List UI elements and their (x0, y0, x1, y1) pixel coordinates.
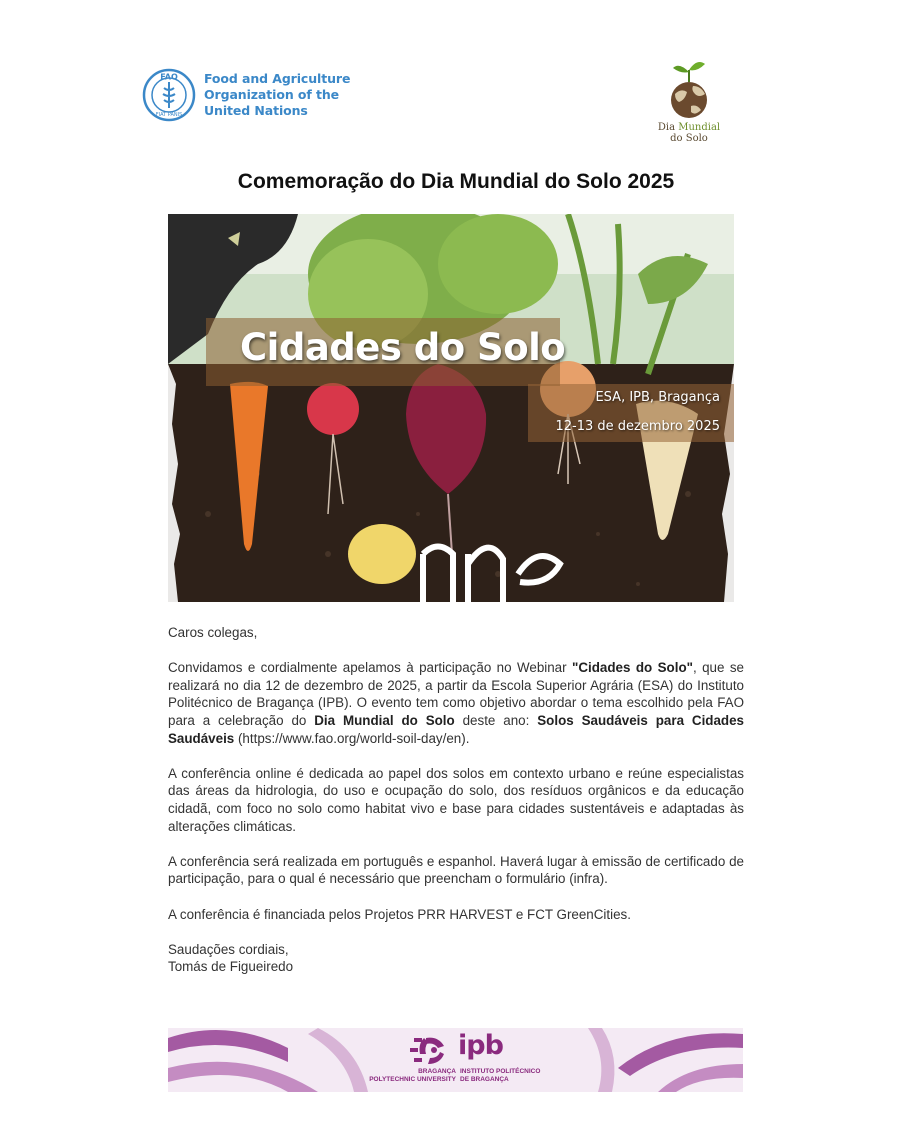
fao-emblem-motto: FIAT PANIS (155, 112, 183, 118)
ipb-portuguese-name (460, 1068, 540, 1083)
fao-name (204, 71, 350, 119)
p1-text-a: Convidamos e cordialmente apelamos à participação no Webinar (168, 660, 572, 676)
p1-text-c: , que se realizará no dia 12 de dezembro de 2025, a partir da Escola Superior Agrária (ESA) do Instituto Politécnico de Bragança (IPB). O evento tem como objetivo abordar o tema escolhido pela FAO para a celebração do (168, 660, 744, 728)
paragraph-conference: A conferência online é dedicada ao papel dos solos em contexto urbano e reúne especialistas das áreas da hidrologia, do uso e ocupação do solo, dos resíduos orgânicos e da educação cidadã, com foco no solo como habitat vivo e base para cidades sustentáveis e adaptadas às alterações climáticas. (168, 765, 744, 834)
ipb-pt-line1: INSTITUTO POLITÉCNICO (460, 1068, 541, 1075)
greeting: Caros colegas, (168, 625, 258, 640)
ipb-wordmark: ipb (458, 1030, 503, 1061)
dms-line1-b: Mundial (678, 122, 721, 133)
banner-location: ESA, IPB, Bragança (595, 390, 720, 405)
dms-line2: do Solo (670, 133, 708, 144)
p1-text-e: deste ano: (454, 712, 538, 728)
ipb-pt-line2: DE BRAGANÇA (460, 1075, 509, 1083)
event-banner (168, 214, 734, 602)
world-soil-day: Dia Mundial do Solo (314, 712, 455, 728)
dms-line1-a: Dia (657, 122, 679, 133)
theme-name: Solos Saudáveis para Cidades Saudáveis (168, 712, 745, 746)
page-title: Comemoração do Dia Mundial do Solo 2025 (237, 170, 675, 193)
ipb-emblem-icon (374, 1034, 456, 1068)
signature-block (168, 941, 744, 976)
ipb-english-name (368, 1068, 456, 1083)
signature: Tomás de Figueiredo (168, 959, 294, 975)
ipb-footer-banner (168, 1028, 743, 1092)
paragraph-invitation (168, 659, 744, 747)
banner-date: 12-13 de dezembro 2025 (555, 419, 720, 434)
dia-mundial-solo-text (656, 122, 722, 144)
fao-name-line: Food and Agriculture (204, 71, 351, 86)
fao-emblem-label: FAO (160, 72, 178, 82)
ipb-en-line2: POLYTECHNIC UNIVERSITY (369, 1075, 456, 1083)
fao-link-text: (https://www.fao.org/world-soil-day/en). (234, 730, 470, 746)
banner-title: Cidades do Solo (240, 326, 566, 369)
fao-name-line: Organization of the (204, 87, 339, 102)
sprouting-globe-icon (665, 56, 713, 120)
letter-body (168, 624, 744, 976)
dia-mundial-solo-logo (656, 56, 722, 144)
paragraph-languages: A conferência será realizada em português e espanhol. Haverá lugar à emissão de certificado de participação, para o qual é necessário que preencham o formulário (infra). (168, 853, 744, 887)
paragraph-funding: A conferência é financiada pelos Projetos PRR HARVEST e FCT GreenCities. (168, 906, 631, 922)
webinar-name: "Cidades do Solo" (572, 660, 693, 676)
fao-emblem-icon (142, 68, 196, 122)
fao-name-line: United Nations (204, 103, 308, 118)
ipb-en-line1: BRAGANÇA (418, 1068, 456, 1075)
fao-logo (142, 68, 350, 122)
closing: Saudações cordiais, (168, 941, 289, 957)
